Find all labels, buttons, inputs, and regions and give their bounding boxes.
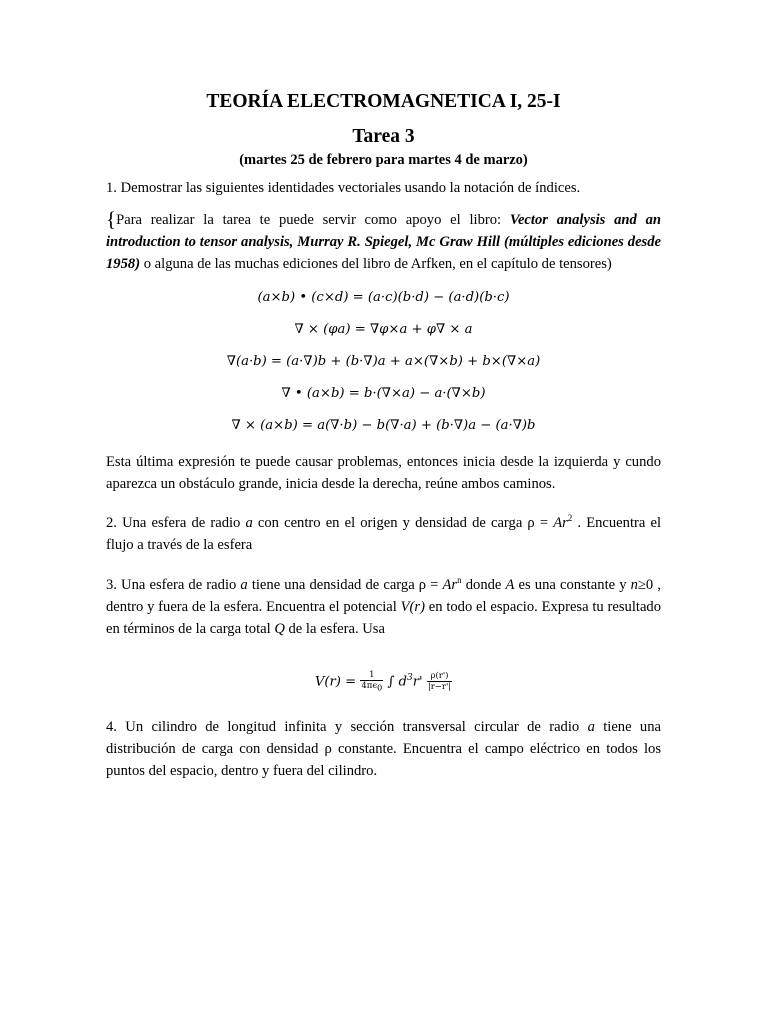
p3-var-V: V(r) xyxy=(400,598,425,615)
fraction-1-den-sub: 0 xyxy=(377,683,383,693)
problem-1-hint xyxy=(106,209,661,275)
p3-var-n: n xyxy=(630,576,638,593)
p3-var-a: a xyxy=(240,576,248,593)
problem-2-statement xyxy=(106,507,661,556)
p3-ar: Ar xyxy=(442,576,458,593)
identity-equation-1: (a×b) • (c×d) = (a·c)(b·d) − (a·d)(b·c) xyxy=(257,290,510,305)
identity-equation-2: ∇ × (φa) = ∇φ×a + φ∇ × a xyxy=(294,322,473,337)
p3-text-4: es una constante y xyxy=(514,576,631,593)
p2-text-2: con centro en el origen y densidad de carga ρ = xyxy=(252,514,554,531)
potential-formula xyxy=(106,658,661,702)
hint-text-2: o alguna de las muchas ediciones del libro de Arfken, en el capítulo de tensores) xyxy=(140,256,612,272)
p3-text-2: tiene una densidad de carga ρ = xyxy=(247,576,443,593)
p4-var-a: a xyxy=(587,719,595,736)
p3-exponent: n xyxy=(457,574,462,585)
problem-4-statement xyxy=(106,716,661,782)
identity-equation-5: ∇ × (a×b) = a(∇·b) − b(∇·a) + (b·∇)a − (a·∇)b xyxy=(231,418,536,433)
problem-1-statement: 1. Demostrar las siguientes identidades vectoriales usando la notación de índices. xyxy=(106,180,581,196)
fraction-1-denominator xyxy=(360,681,383,694)
problem-1-note: Esta última expresión te puede causar problemas, entonces inicia desde la izquierda y cundo aparezca un obstáculo grande, inicia desde la derecha, reúne ambos caminos. xyxy=(106,454,661,492)
p3-var-Q: Q xyxy=(274,620,285,637)
course-title: TEORÍA ELECTROMAGNETICA I, 25-I xyxy=(206,91,561,112)
p2-var-a: a xyxy=(245,514,253,531)
formula-fraction-1 xyxy=(360,670,383,694)
p3-text-6: en todo el espacio. Expresa tu resultado en términos de la carga total xyxy=(106,598,662,637)
p3-text-1: 3. Una esfera de radio xyxy=(106,576,241,593)
formula-r-prime: r' xyxy=(412,674,423,690)
p3-var-A: A xyxy=(505,576,515,593)
formula-exponent: 3 xyxy=(406,672,413,683)
document-content xyxy=(106,88,661,782)
formula-fraction-2 xyxy=(427,671,452,692)
p2-text-3: . Encuentra el flujo a través de la esfera xyxy=(106,514,662,553)
identity-list xyxy=(106,282,661,442)
identity-equation-4: ∇ • (a×b) = b·(∇×a) − a·(∇×b) xyxy=(281,386,486,401)
p3-text-7: de la esfera. Usa xyxy=(284,620,385,637)
hint-book-title: Vector analysis and an introduction to tensor analysis, Murray R. Spiegel, Mc Graw Hill (múltiples ediciones desde 1958) xyxy=(106,212,662,272)
p2-text-1: 2. Una esfera de radio xyxy=(106,514,246,531)
hint-brace: { xyxy=(106,207,117,231)
assignment-title: Tarea 3 xyxy=(352,126,415,147)
problem-3-statement xyxy=(106,569,661,640)
p3-text-3: donde xyxy=(461,576,506,593)
p2-exponent: 2 xyxy=(567,513,573,523)
identity-equation-3: ∇(a·b) = (a·∇)b + (b·∇)a + a×(∇×b) + b×(∇×a) xyxy=(226,354,541,369)
fraction-1-den-text: 4πϵ xyxy=(361,680,378,691)
p4-text-1: 4. Un cilindro de longitud infinita y sección transversal circular de radio xyxy=(106,719,588,736)
hint-text-1: Para realizar la tarea te puede servir como apoyo el libro: xyxy=(116,212,510,228)
p2-ar: Ar xyxy=(553,514,568,531)
fraction-2-numerator: ρ(r') xyxy=(427,671,452,682)
fraction-1-numerator: 1 xyxy=(360,670,383,681)
formula-lhs: V(r) = xyxy=(314,674,361,690)
assignment-dates: (martes 25 de febrero para martes 4 de marzo) xyxy=(239,152,528,168)
formula-integral: ∫ d xyxy=(383,674,407,690)
p3-text-5: ≥0 , dentro y fuera de la esfera. Encuentra el potencial xyxy=(106,576,661,615)
fraction-2-denominator: |r−r'| xyxy=(427,682,452,693)
p4-text-2: tiene una distribución de carga con densidad ρ constante. Encuentra el campo eléctrico en todos los puntos del espacio, dentro y fuera del cilindro. xyxy=(106,719,661,780)
